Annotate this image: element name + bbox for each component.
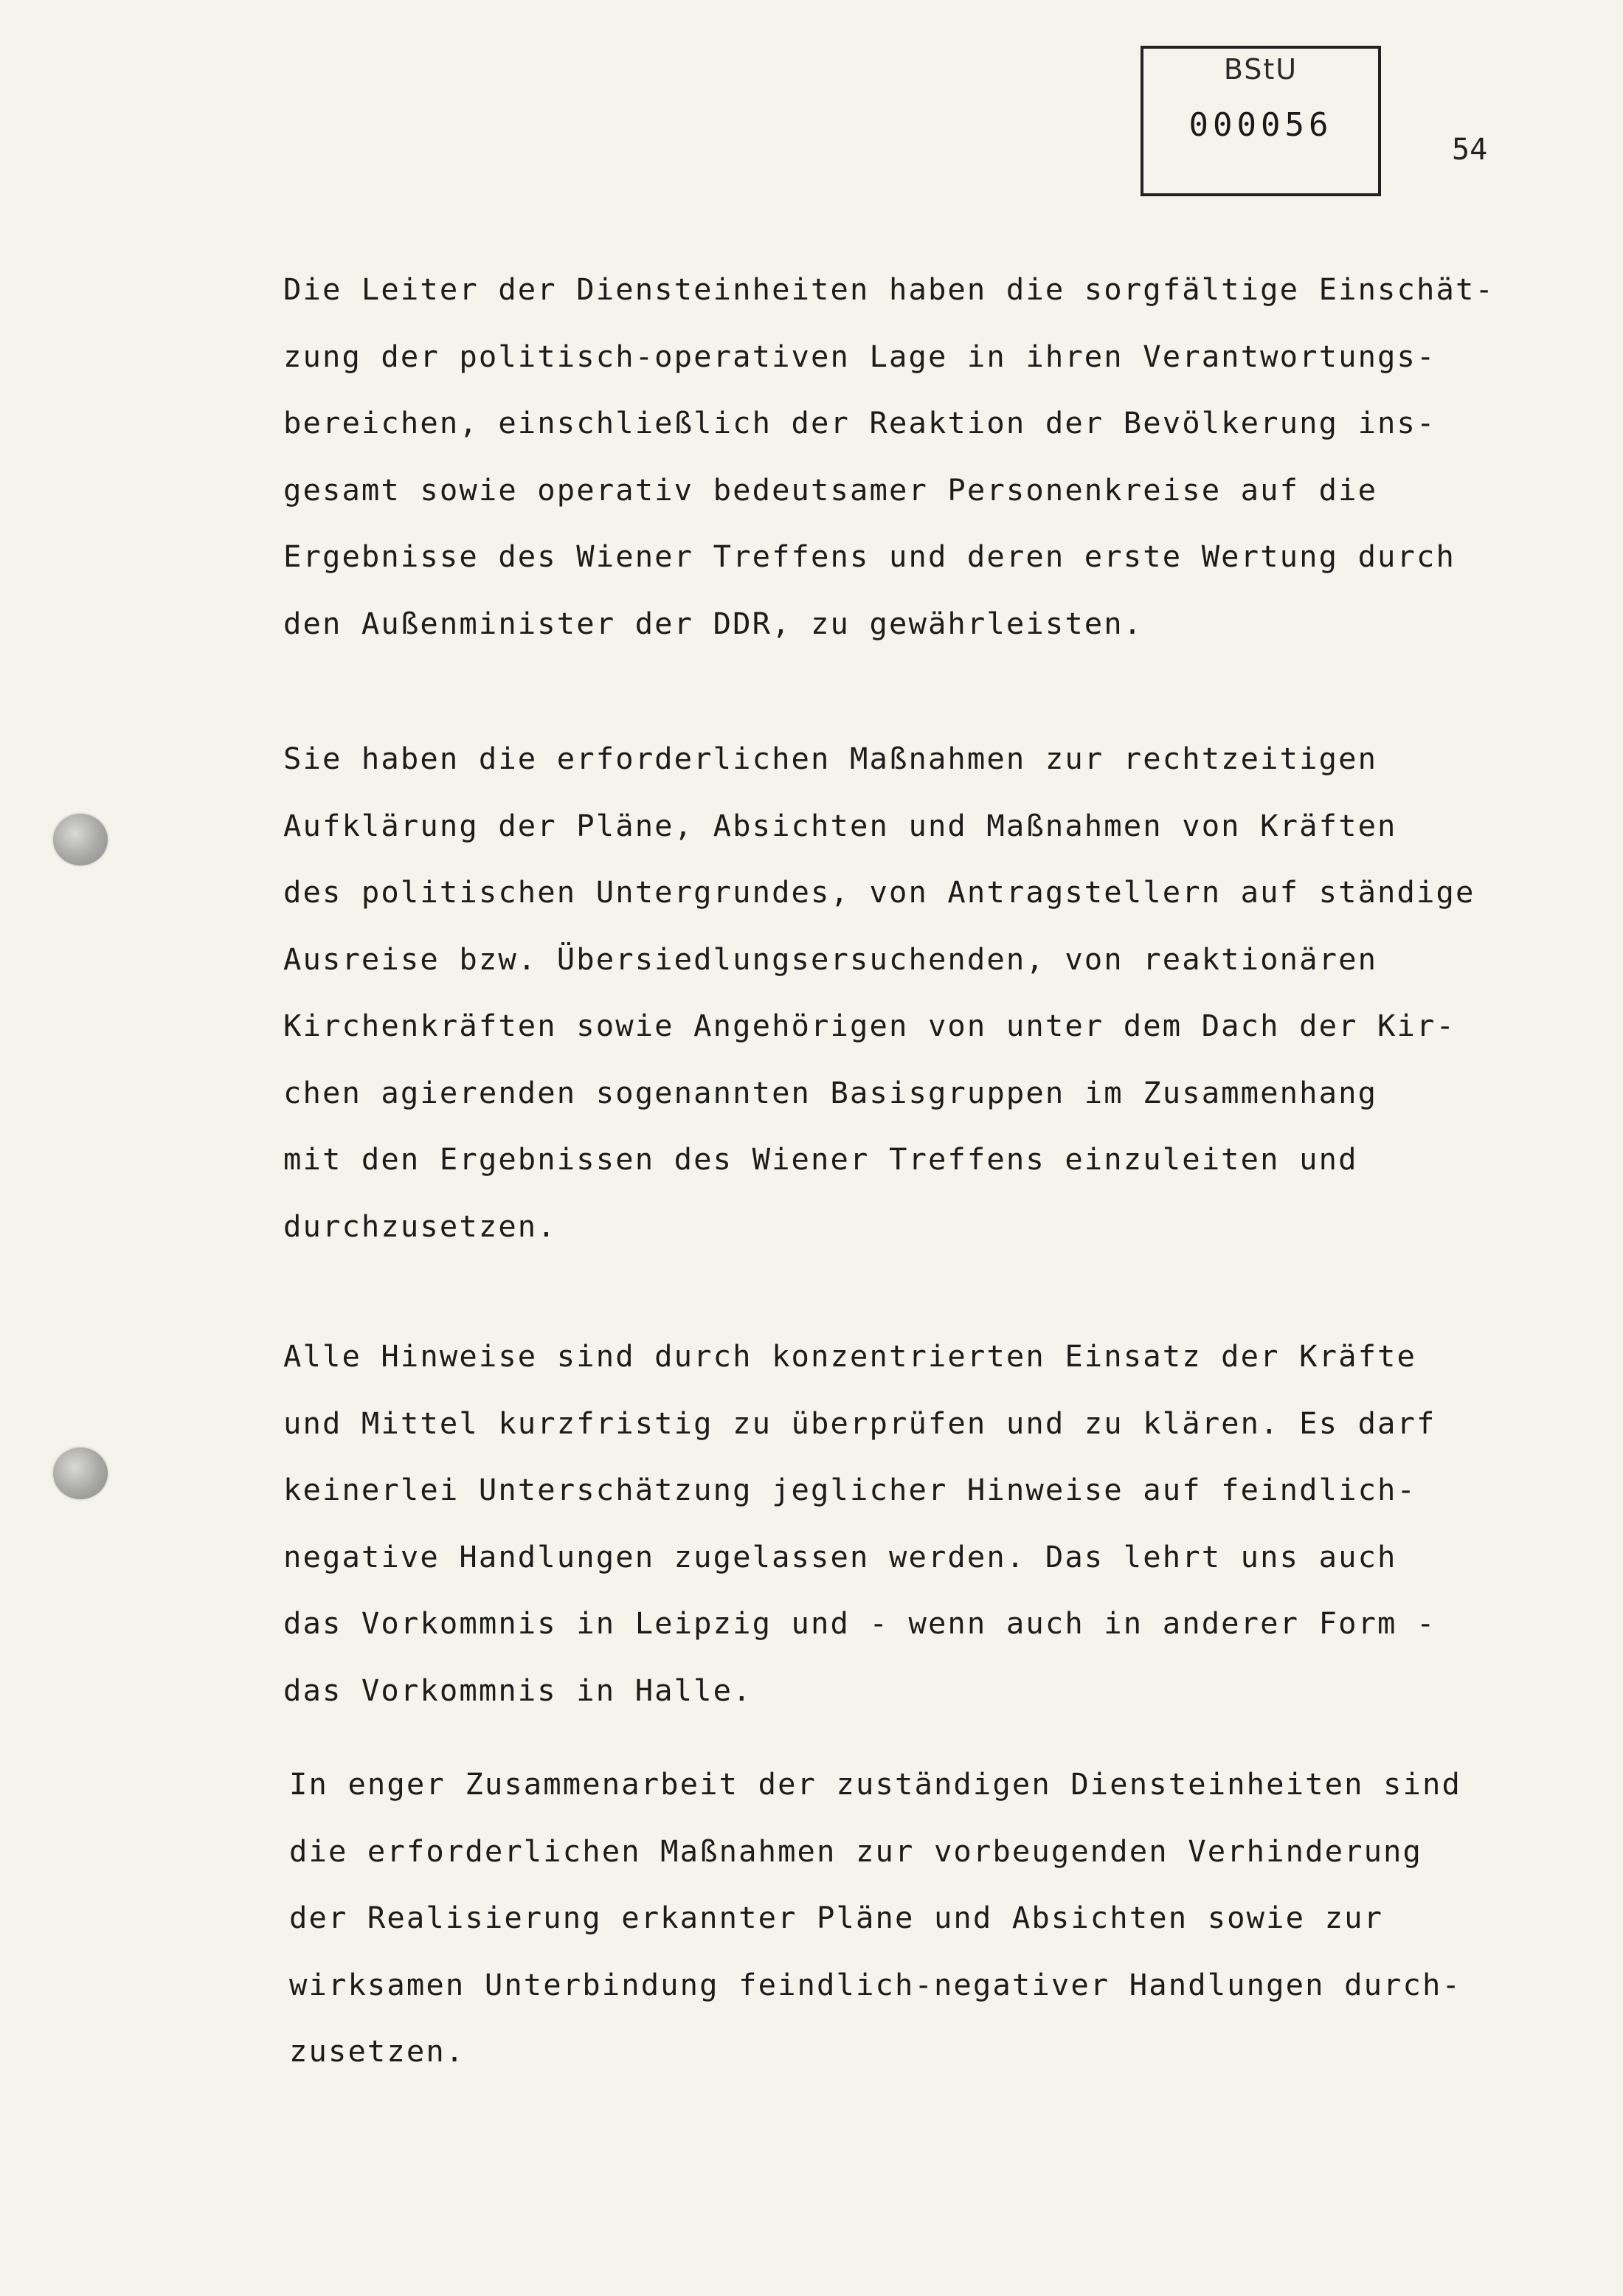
text-line: gesamt sowie operativ bedeutsamer Personenkreise auf die [283,471,1378,508]
text-line: mit den Ergebnissen des Wiener Treffens einzuleiten und [283,1141,1358,1177]
punch-hole [53,1448,108,1499]
text-line: und Mittel kurzfristig zu überprüfen und zu klären. Es darf [283,1405,1436,1441]
text-line: bereichen, einschließlich der Reaktion der Bevölkerung ins- [283,405,1436,440]
page-number: 54 [1452,133,1488,167]
text-line: des politischen Untergrundes, von Antragstellern auf ständige [283,874,1475,910]
paragraph-3 [283,1338,1537,1742]
paragraph-2 [283,741,1537,1278]
text-line: zung der politisch-operativen Lage in ihren Verantwortungs- [283,338,1436,374]
text-line: chen agierenden sogenannten Basisgruppen im Zusammenhang [283,1074,1378,1110]
text-line: Alle Hinweise sind durch konzentrierten Einsatz der Kräfte [283,1338,1417,1374]
text-line: das Vorkommnis in Halle. [283,1672,752,1708]
text-line: zusetzen. [289,2033,466,2069]
stamp-number: 000056 [1188,106,1333,144]
text-line: Die Leiter der Diensteinheiten haben die sorgfältige Einschät- [283,272,1495,307]
punch-hole [53,814,108,865]
archive-stamp [1141,46,1381,196]
text-line: den Außenminister der DDR, zu gewährleisten. [283,605,1143,641]
text-line: In enger Zusammenarbeit der zuständigen Diensteinheiten sind [289,1766,1461,1802]
text-line: durchzusetzen. [283,1208,557,1244]
text-line: Ergebnisse des Wiener Treffens und deren erste Wertung durch [283,539,1456,574]
text-line: negative Handlungen zugelassen werden. Das lehrt uns auch [283,1538,1397,1574]
stamp-label: BStU [1223,53,1298,86]
text-line: keinerlei Unterschätzung jeglicher Hinweise auf feindlich- [283,1472,1417,1507]
text-line: die erforderlichen Maßnahmen zur vorbeugenden Verhinderung [289,1833,1423,1869]
paragraph-4 [289,1766,1543,2103]
text-line: Sie haben die erforderlichen Maßnahmen zur rechtzeitigen [283,741,1378,776]
paragraph-1 [283,274,1537,675]
text-line: der Realisierung erkannter Pläne und Absichten sowie zur [289,1900,1384,1935]
text-line: Aufklärung der Pläne, Absichten und Maßnahmen von Kräften [283,807,1397,843]
text-line: wirksamen Unterbindung feindlich-negativer Handlungen durch- [289,1966,1461,2002]
text-line: Kirchenkräften sowie Angehörigen von unter dem Dach der Kir- [283,1008,1456,1043]
text-line: das Vorkommnis in Leipzig und - wenn auch in anderer Form - [283,1605,1436,1641]
text-line: Ausreise bzw. Übersiedlungsersuchenden, von reaktionären [283,941,1378,977]
